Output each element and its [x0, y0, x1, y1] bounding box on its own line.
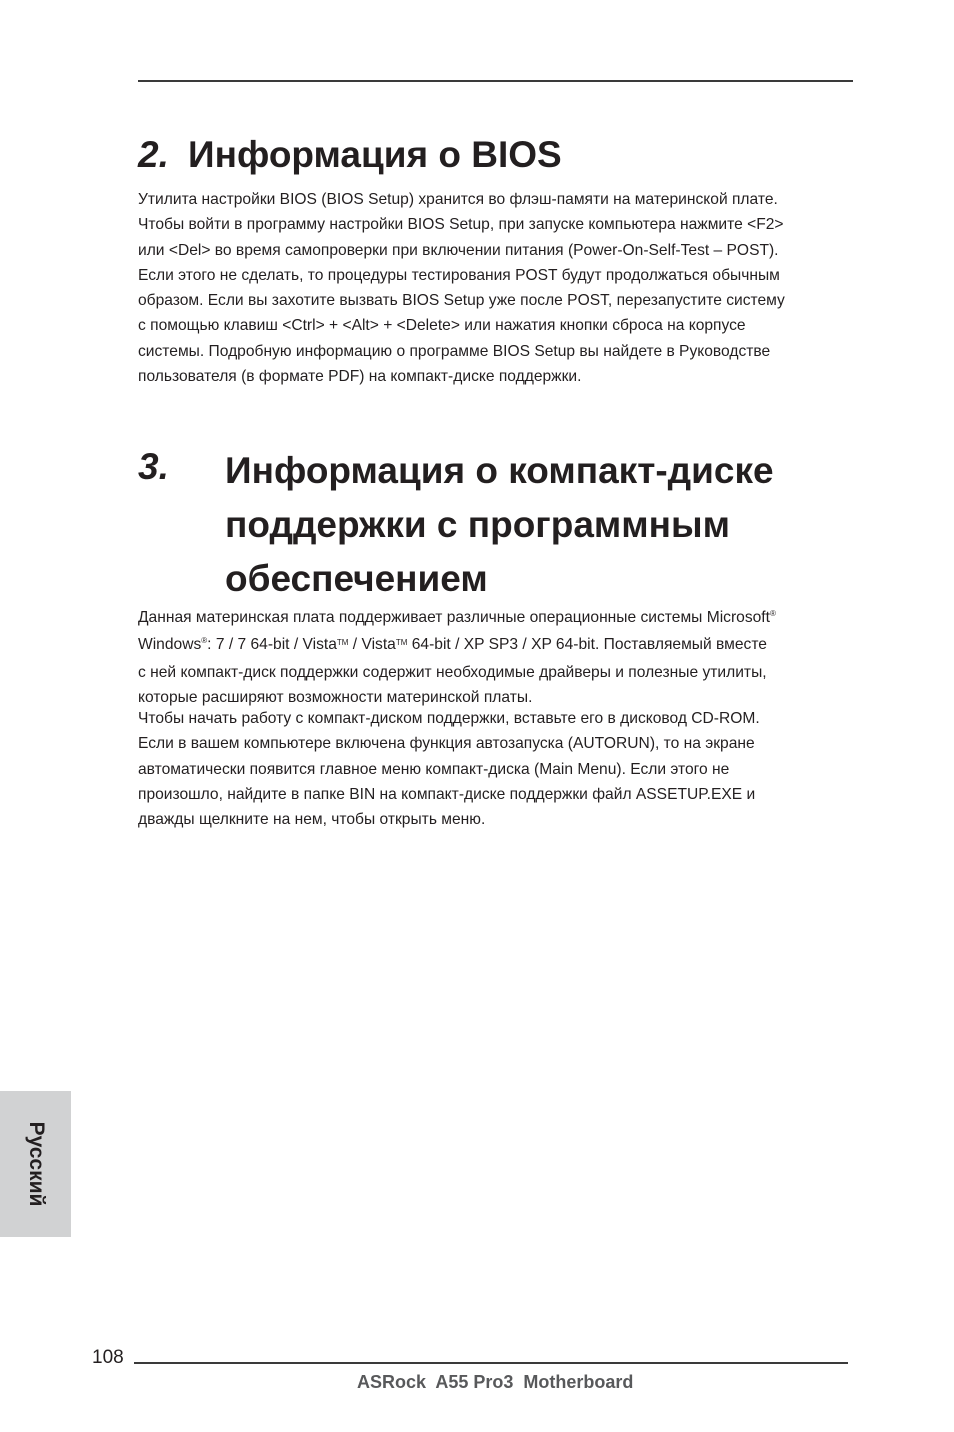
text-line: пользователя (в формате PDF) на компакт-диске поддержки. [138, 368, 582, 386]
section-2-number: 2. [138, 134, 169, 175]
section-3-paragraph-1 [138, 605, 853, 710]
text-line: системы. Подробную информацию о программе BIOS Setup вы найдете в Руководстве [138, 342, 771, 360]
text-line: образом. Если вы захотите вызвать BIOS Setup уже после POST, перезапустите систему [138, 292, 785, 310]
text-line [138, 605, 853, 632]
language-tab [0, 1091, 71, 1237]
footer-rule [134, 1362, 848, 1364]
title-line: Информация о компакт-диске [225, 450, 774, 491]
text-line: дважды щелкните на нем, чтобы открыть меню. [138, 811, 486, 829]
header-rule [138, 80, 853, 82]
text-line [138, 632, 853, 659]
section-2-heading [138, 133, 562, 177]
section-3-paragraph-2 [138, 706, 853, 832]
text-line: Если в вашем компьютере включена функция автозапуска (AUTORUN), то на экране [138, 735, 755, 753]
text-fragment: : 7 / 7 64-bit / Vista [207, 636, 337, 654]
page-number: 108 [92, 1347, 124, 1368]
text-line: или <Del> во время самопроверки при включении питания (Power-On-Self-Test – POST). [138, 241, 779, 259]
footer-product-name: ASRock A55 Pro3 Motherboard [357, 1372, 634, 1392]
text-fragment: 64-bit / XP SP3 / XP 64-bit. Поставляемый вместе [407, 636, 767, 654]
text-line: Чтобы начать работу с компакт-диском поддержки, вставьте его в дисковод CD-ROM. [138, 710, 760, 727]
language-tab-label: Русский [24, 1121, 48, 1207]
text-line: которые расширяют возможности материнской платы. [138, 688, 533, 706]
text-fragment: / Vista [348, 636, 396, 654]
title-line: обеспечением [225, 558, 488, 599]
text-line: с помощью клавиш <Ctrl> + <Alt> + <Delete> или нажатия кнопки сброса на корпусе [138, 317, 746, 335]
text-line: Если этого не сделать, то процедуры тестирования POST будут продолжаться обычным [138, 266, 780, 284]
text-line: автоматически появится главное меню компакт-диска (Main Menu). Если этого не [138, 760, 730, 778]
text-line: с ней компакт-диск поддержки содержит необходимые драйверы и полезные утилиты, [138, 663, 767, 681]
section-3-title [225, 444, 774, 606]
title-line: поддержки с программным [225, 504, 730, 545]
trademark-mark: TM [336, 638, 349, 648]
text-fragment: Windows [138, 636, 202, 654]
text-line: Утилита настройки BIOS (BIOS Setup) хранится во флэш-памяти на материнской плате. [138, 191, 778, 208]
text-fragment: Данная материнская плата поддерживает различные операционные системы Microsoft [138, 609, 770, 626]
trademark-mark: TM [395, 638, 408, 648]
section-2-paragraph [138, 187, 853, 389]
registered-mark: ® [769, 609, 776, 618]
text-line: Чтобы войти в программу настройки BIOS Setup, при запуске компьютера нажмите <F2> [138, 216, 784, 234]
text-line: произошло, найдите в папке BIN на компакт-диске поддержки файл ASSETUP.EXE и [138, 785, 756, 803]
registered-mark: ® [201, 636, 208, 646]
section-3-number: 3. [138, 446, 169, 487]
section-2-title: Информация о BIOS [188, 134, 562, 175]
